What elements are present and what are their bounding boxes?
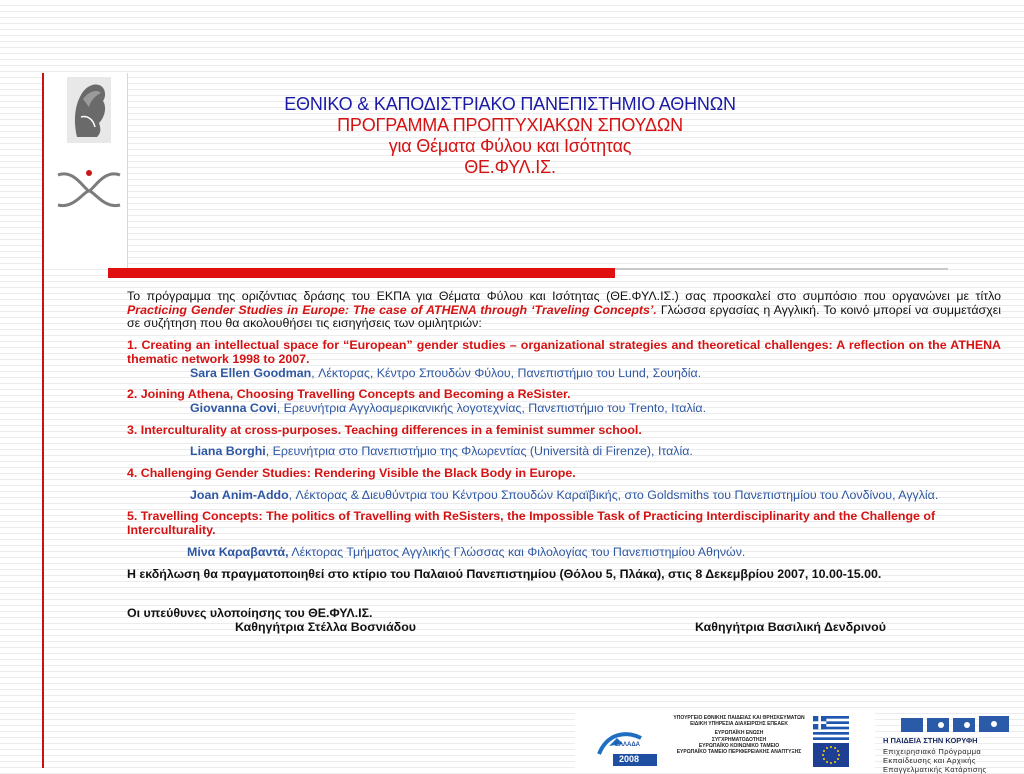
announcement-body bbox=[127, 290, 1001, 635]
talk-topic: 5. Travelling Concepts: The politics of Travelling with ReSisters, the Impossible Task of Practicing Interdisciplinarity and the Challenge of Interculturality. bbox=[127, 509, 936, 538]
ministry-text bbox=[670, 715, 808, 755]
paideia-line: Εκπαίδευσης και Αρχικής bbox=[883, 756, 976, 765]
program-acronym: ΘΕ.ΦΥΛ.ΙΣ. bbox=[464, 157, 556, 177]
eu-flag-icon bbox=[813, 743, 849, 767]
sponsor-logos bbox=[575, 712, 875, 768]
ministry-line: ΣΥΓΧΡΗΜΑΤΟΔΟΤΗΣΗ bbox=[711, 736, 767, 743]
speaker-name: Joan Anim-Addo bbox=[190, 487, 289, 502]
paideia-blocks-icon bbox=[901, 716, 1013, 732]
speaker-affiliation: , Λέκτορας, Κέντρο Σπουδών Φύλου, Πανεπιστήμιο του Lund, Σουηδία. bbox=[311, 365, 702, 380]
sponsor-footer bbox=[575, 712, 1020, 774]
talk-speaker bbox=[127, 367, 1001, 381]
paideia-logo bbox=[883, 716, 1020, 774]
speaker-affiliation: , Ερευνήτρια Αγγλοαμερικανικής λογοτεχνίας, Πανεπιστήμιο του Trento, Ιταλία. bbox=[276, 400, 707, 415]
speaker-name: Sara Ellen Goodman bbox=[190, 365, 312, 380]
speaker-name: Μίνα Καραβαντά, bbox=[187, 544, 289, 559]
program-title: ΠΡΟΓΡΑΜΜΑ ΠΡΟΠΤΥΧΙΑΚΩΝ ΣΠΟΥΔΩΝ bbox=[337, 115, 683, 135]
speaker-affiliation: , Λέκτορας & Διευθύντρια του Κέντρου Σπουδών Καραϊβικής, στο Goldsmiths του Πανεπιστημίου του Λονδίνου, Αγγλία. bbox=[288, 487, 939, 502]
speaker-affiliation: , Ερευνήτρια στο Πανεπιστήμιο της Φλωρεντίας (Università di Firenze), Ιταλία. bbox=[265, 444, 693, 459]
talk-topic: 1. Creating an intellectual space for “European” gender studies – organizational strategies and theoretical challenges: A reflection on the ATHENA thematic network 1998 to 2007. bbox=[127, 338, 1001, 366]
ellada-logo-year: 2008 bbox=[619, 754, 640, 764]
program-subject: για Θέματα Φύλου και Ισότητας bbox=[388, 136, 632, 156]
university-name: ΕΘΝΙΚΟ & ΚΑΠΟΔΙΣΤΡΙΑΚΟ ΠΑΝΕΠΙΣΤΗΜΙΟ ΑΘΗΝΩΝ bbox=[284, 94, 736, 114]
talk-speaker bbox=[127, 402, 1001, 416]
slide bbox=[20, 0, 1020, 774]
ministry-line: ΕΙΔΙΚΗ ΥΠΗΡΕΣΙΑ ΔΙΑΧΕΙΡΙΣΗΣ ΕΠΕΑΕΚ bbox=[690, 721, 788, 728]
intro-paragraph bbox=[127, 290, 1001, 331]
intro-text-end: Γλώσσα εργασίας η Αγγλική. Το κοινό μπορεί να συμμετάσχει σε συζήτηση που θα ακολουθήσει τις εισηγήσεις των ομιλητριών: bbox=[127, 302, 1001, 331]
talk-topic: 2. Joining Athena, Choosing Travelling Concepts and Becoming a ReSister. bbox=[127, 387, 571, 402]
university-emblem-icon bbox=[54, 165, 124, 210]
ministry-line: ΕΥΡΩΠΑΪΚΗ ΕΝΩΣΗ bbox=[714, 730, 764, 737]
responsible-people bbox=[127, 621, 1001, 635]
paideia-line: Επιχειρησιακό Πρόγραμμα bbox=[883, 747, 982, 756]
paideia-subtitle bbox=[883, 747, 1020, 774]
ministry-line: ΕΥΡΩΠΑΪΚΟ ΤΑΜΕΙΟ ΠΕΡΙΦΕΡΕΙΑΚΗΣ ΑΝΑΠΤΥΞΗΣ bbox=[676, 749, 802, 756]
responsible-person-1: Καθηγήτρια Στέλλα Βοσνιάδου bbox=[235, 619, 416, 634]
speaker-name: Liana Borghi bbox=[190, 444, 266, 459]
talk-speaker bbox=[127, 445, 1001, 459]
speaker-affiliation: Λέκτορας Τμήματος Αγγλικής Γλώσσας και Φιλολογίας του Πανεπιστημίου Αθηνών. bbox=[288, 544, 746, 559]
paideia-title: Η ΠΑΙΔΕΙΑ ΣΤΗΝ ΚΟΡΥΦΗ bbox=[883, 736, 978, 745]
responsible-heading: Οι υπεύθυνες υλοποίησης του ΘΕ.ΦΥΛ.ΙΣ. bbox=[127, 606, 373, 621]
page-header bbox=[130, 94, 890, 178]
athena-head-icon bbox=[67, 77, 111, 143]
responsible-person-2: Καθηγήτρια Βασιλική Δενδρινού bbox=[695, 619, 886, 634]
red-divider bbox=[108, 268, 615, 278]
event-details: Η εκδήλωση θα πραγματοποιηθεί στο κτίριο του Παλαιού Πανεπιστημίου (Θόλου 5, Πλάκα), στις 8 Δεκεμβρίου 2007, 10.00-15.00. bbox=[127, 566, 882, 581]
ministry-line: ΥΠΟΥΡΓΕΙΟ ΕΘΝΙΚΗΣ ΠΑΙΔΕΙΑΣ ΚΑΙ ΘΡΗΣΚΕΥΜΑΤΩΝ bbox=[673, 715, 805, 721]
talk-speaker bbox=[127, 489, 1001, 503]
intro-text: Το πρόγραμμα της οριζόντιας δράσης του ΕΚΠΑ για Θέματα Φύλου και Ισότητας (ΘΕ.ΦΥΛ.ΙΣ.) σας προσκαλεί στο συμπόσιο που οργανώνει με τίτλο bbox=[127, 289, 1001, 303]
gray-divider bbox=[615, 268, 948, 270]
ministry-line: ΕΥΡΩΠΑΪΚΟ ΚΟΙΝΩΝΙΚΟ ΤΑΜΕΙΟ bbox=[698, 742, 780, 749]
greek-flag-icon bbox=[813, 716, 849, 740]
paideia-line: Επαγγελματικής Κατάρτισης bbox=[883, 765, 987, 774]
talk-topic: 3. Interculturality at cross-purposes. Teaching differences in a feminist summer school. bbox=[127, 422, 642, 437]
talk-speaker bbox=[127, 546, 1001, 560]
speaker-name: Giovanna Covi bbox=[190, 400, 277, 415]
ellada-logo-text: ΕΛΛΑΔΑ bbox=[615, 742, 640, 748]
talk-topic: 4. Challenging Gender Studies: Rendering Visible the Black Body in Europe. bbox=[127, 466, 576, 481]
symposium-title: Practicing Gender Studies in Europe: The case of ATHENA through ‘Traveling Concepts’. bbox=[127, 302, 657, 317]
